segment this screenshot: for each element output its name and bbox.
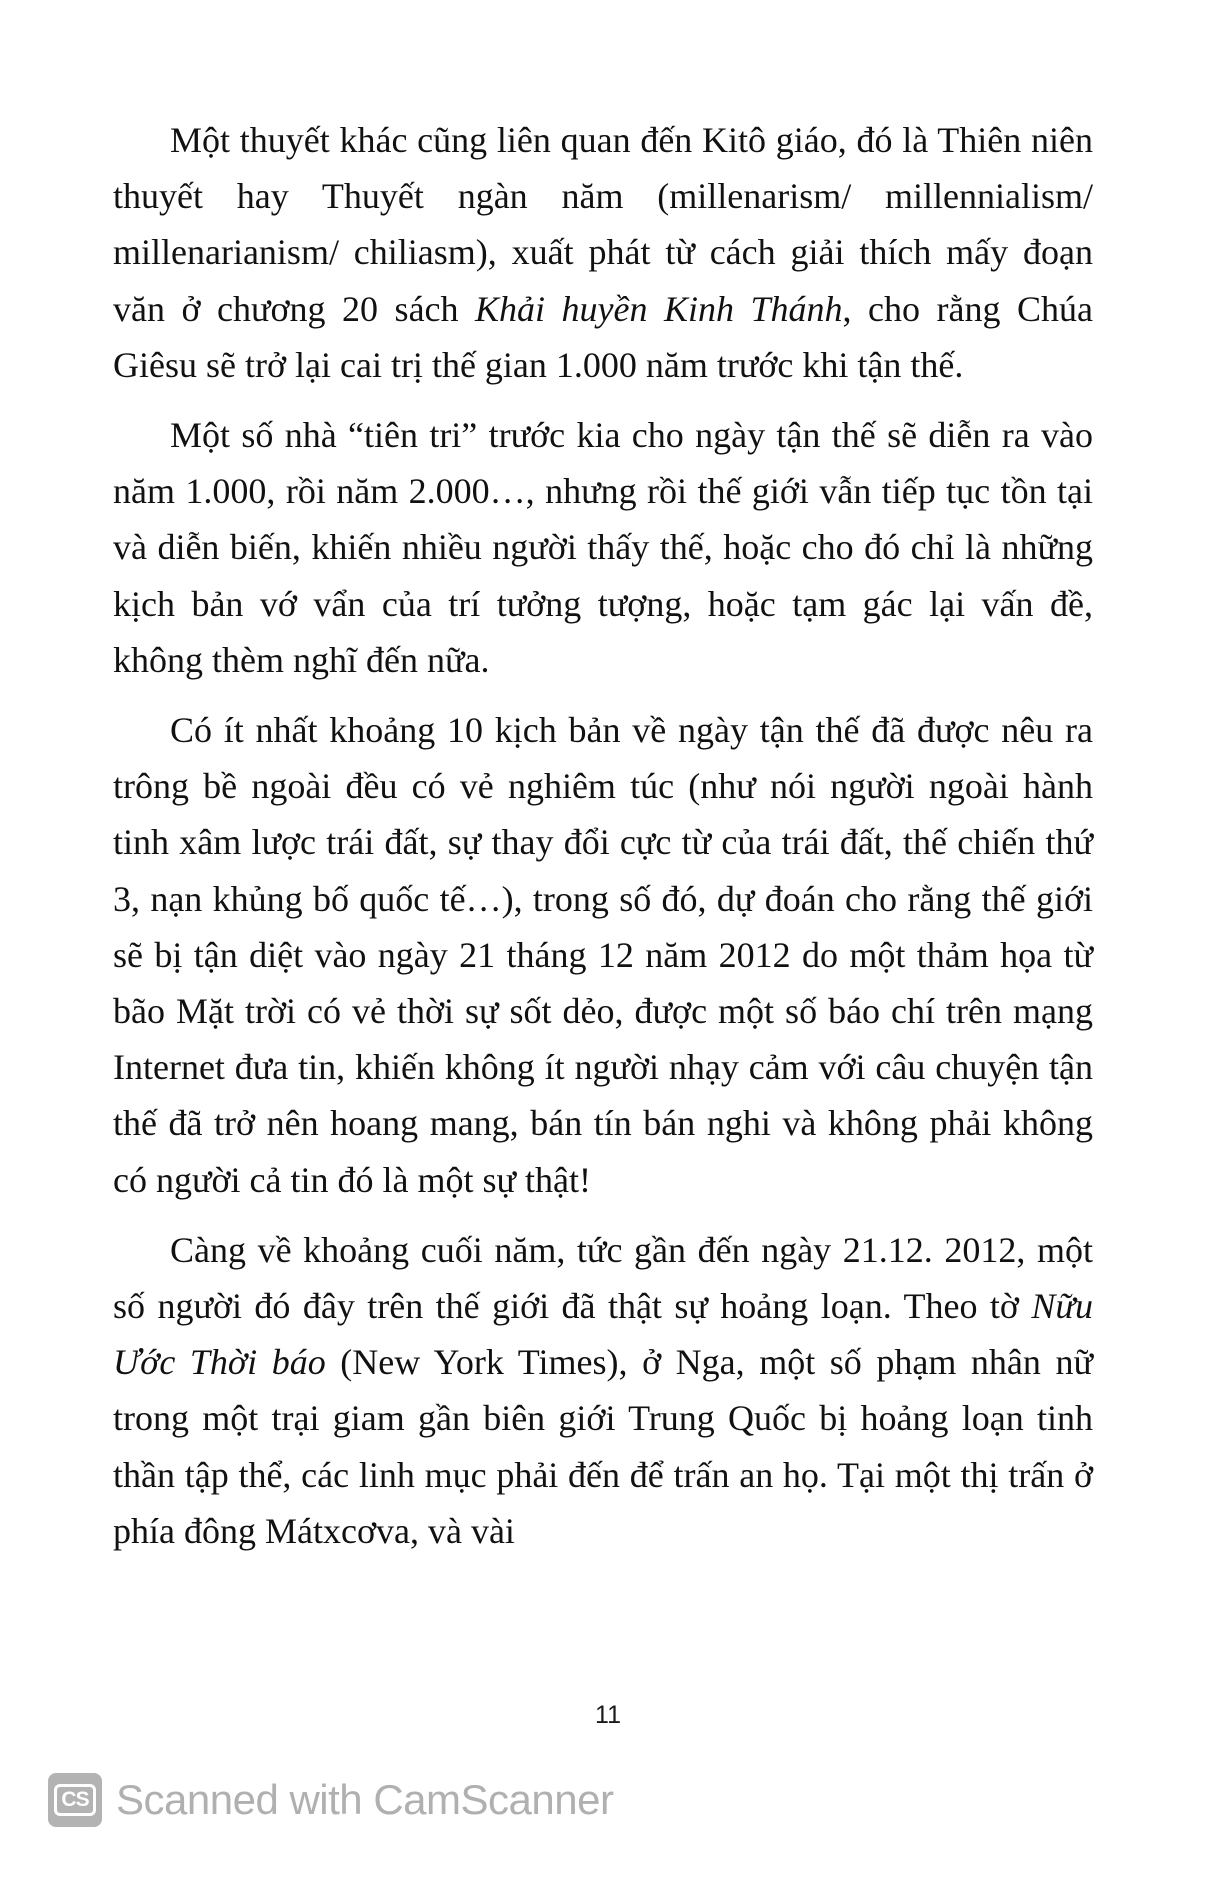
paragraph <box>113 702 1093 1208</box>
camscanner-logo-icon <box>48 1773 102 1827</box>
body-text <box>113 112 1093 1573</box>
text-run: , cho rằng Chúa Giêsu sẽ trở lại cai trị thế gian 1.000 năm trước khi tận thế. <box>113 288 1093 385</box>
page-number: 11 <box>595 1701 621 1729</box>
text-run: Một số nhà “tiên tri” trước kia cho ngày tận thế sẽ diễn ra vào năm 1.000, rồi năm 2.000…, nhưng rồi thế giới vẫn tiếp tục tồn tại và diễn biến, khiến nhiều người thấy thế, hoặc cho đó chỉ là những kịch bản vớ vẩn của trí tưởng tượng, hoặc tạm gác lại vấn đề, không thèm nghĩ đến nữa. <box>113 415 1093 680</box>
camscanner-logo-text: CS <box>54 1784 96 1816</box>
camscanner-watermark <box>48 1770 613 1830</box>
text-run: Càng về khoảng cuối năm, tức gần đến ngày 21.12. 2012, một số người đó đây trên thế giới đã thật sự hoảng loạn. Theo tờ <box>113 1229 1093 1327</box>
paragraph <box>113 1222 1093 1559</box>
italic-text: Nữu Ước Thời báo <box>113 1286 1093 1383</box>
text-run: Có ít nhất khoảng 10 kịch bản về ngày tận thế đã được nêu ra trông bề ngoài đều có vẻ nghiêm túc (như nói người ngoài hành tinh xâm lược trái đất, sự thay đổi cực từ của trái đất, thế chiến thứ 3, nạn khủng bố quốc tế…), trong số đó, dự đoán cho rằng thế giới sẽ bị tận diệt vào ngày 21 tháng 12 năm 2012 do một thảm họa từ bão Mặt trời có vẻ thời sự sốt dẻo, được một số báo chí trên mạng Internet đưa tin, khiến không ít người nhạy cảm với câu chuyện tận thế đã trở nên hoang mang, bán tín bán nghi và không phải không có người cả tin đó là một sự thật! <box>113 710 1093 1200</box>
text-run: (New York Times), ở Nga, một số phạm nhân nữ trong một trại giam gần biên giới Trung Quốc bị hoảng loạn tinh thần tập thể, các linh mục phải đến để trấn an họ. Tại một thị trấn ở phía đông Mátxcơva, và vài <box>113 1342 1093 1551</box>
text-run: Một thuyết khác cũng liên quan đến Kitô giáo, đó là Thiên niên thuyết hay Thuyết ngàn năm (millenarism/ millennialism/ millenarianism/ chiliasm), xuất phát từ cách giải thích mấy đoạn văn ở chương 20 sách <box>113 120 1093 329</box>
paragraph <box>113 112 1093 393</box>
paragraph <box>113 407 1093 688</box>
italic-text: Khải huyền Kinh Thánh <box>475 288 843 329</box>
watermark-text: Scanned with CamScanner <box>116 1776 614 1823</box>
